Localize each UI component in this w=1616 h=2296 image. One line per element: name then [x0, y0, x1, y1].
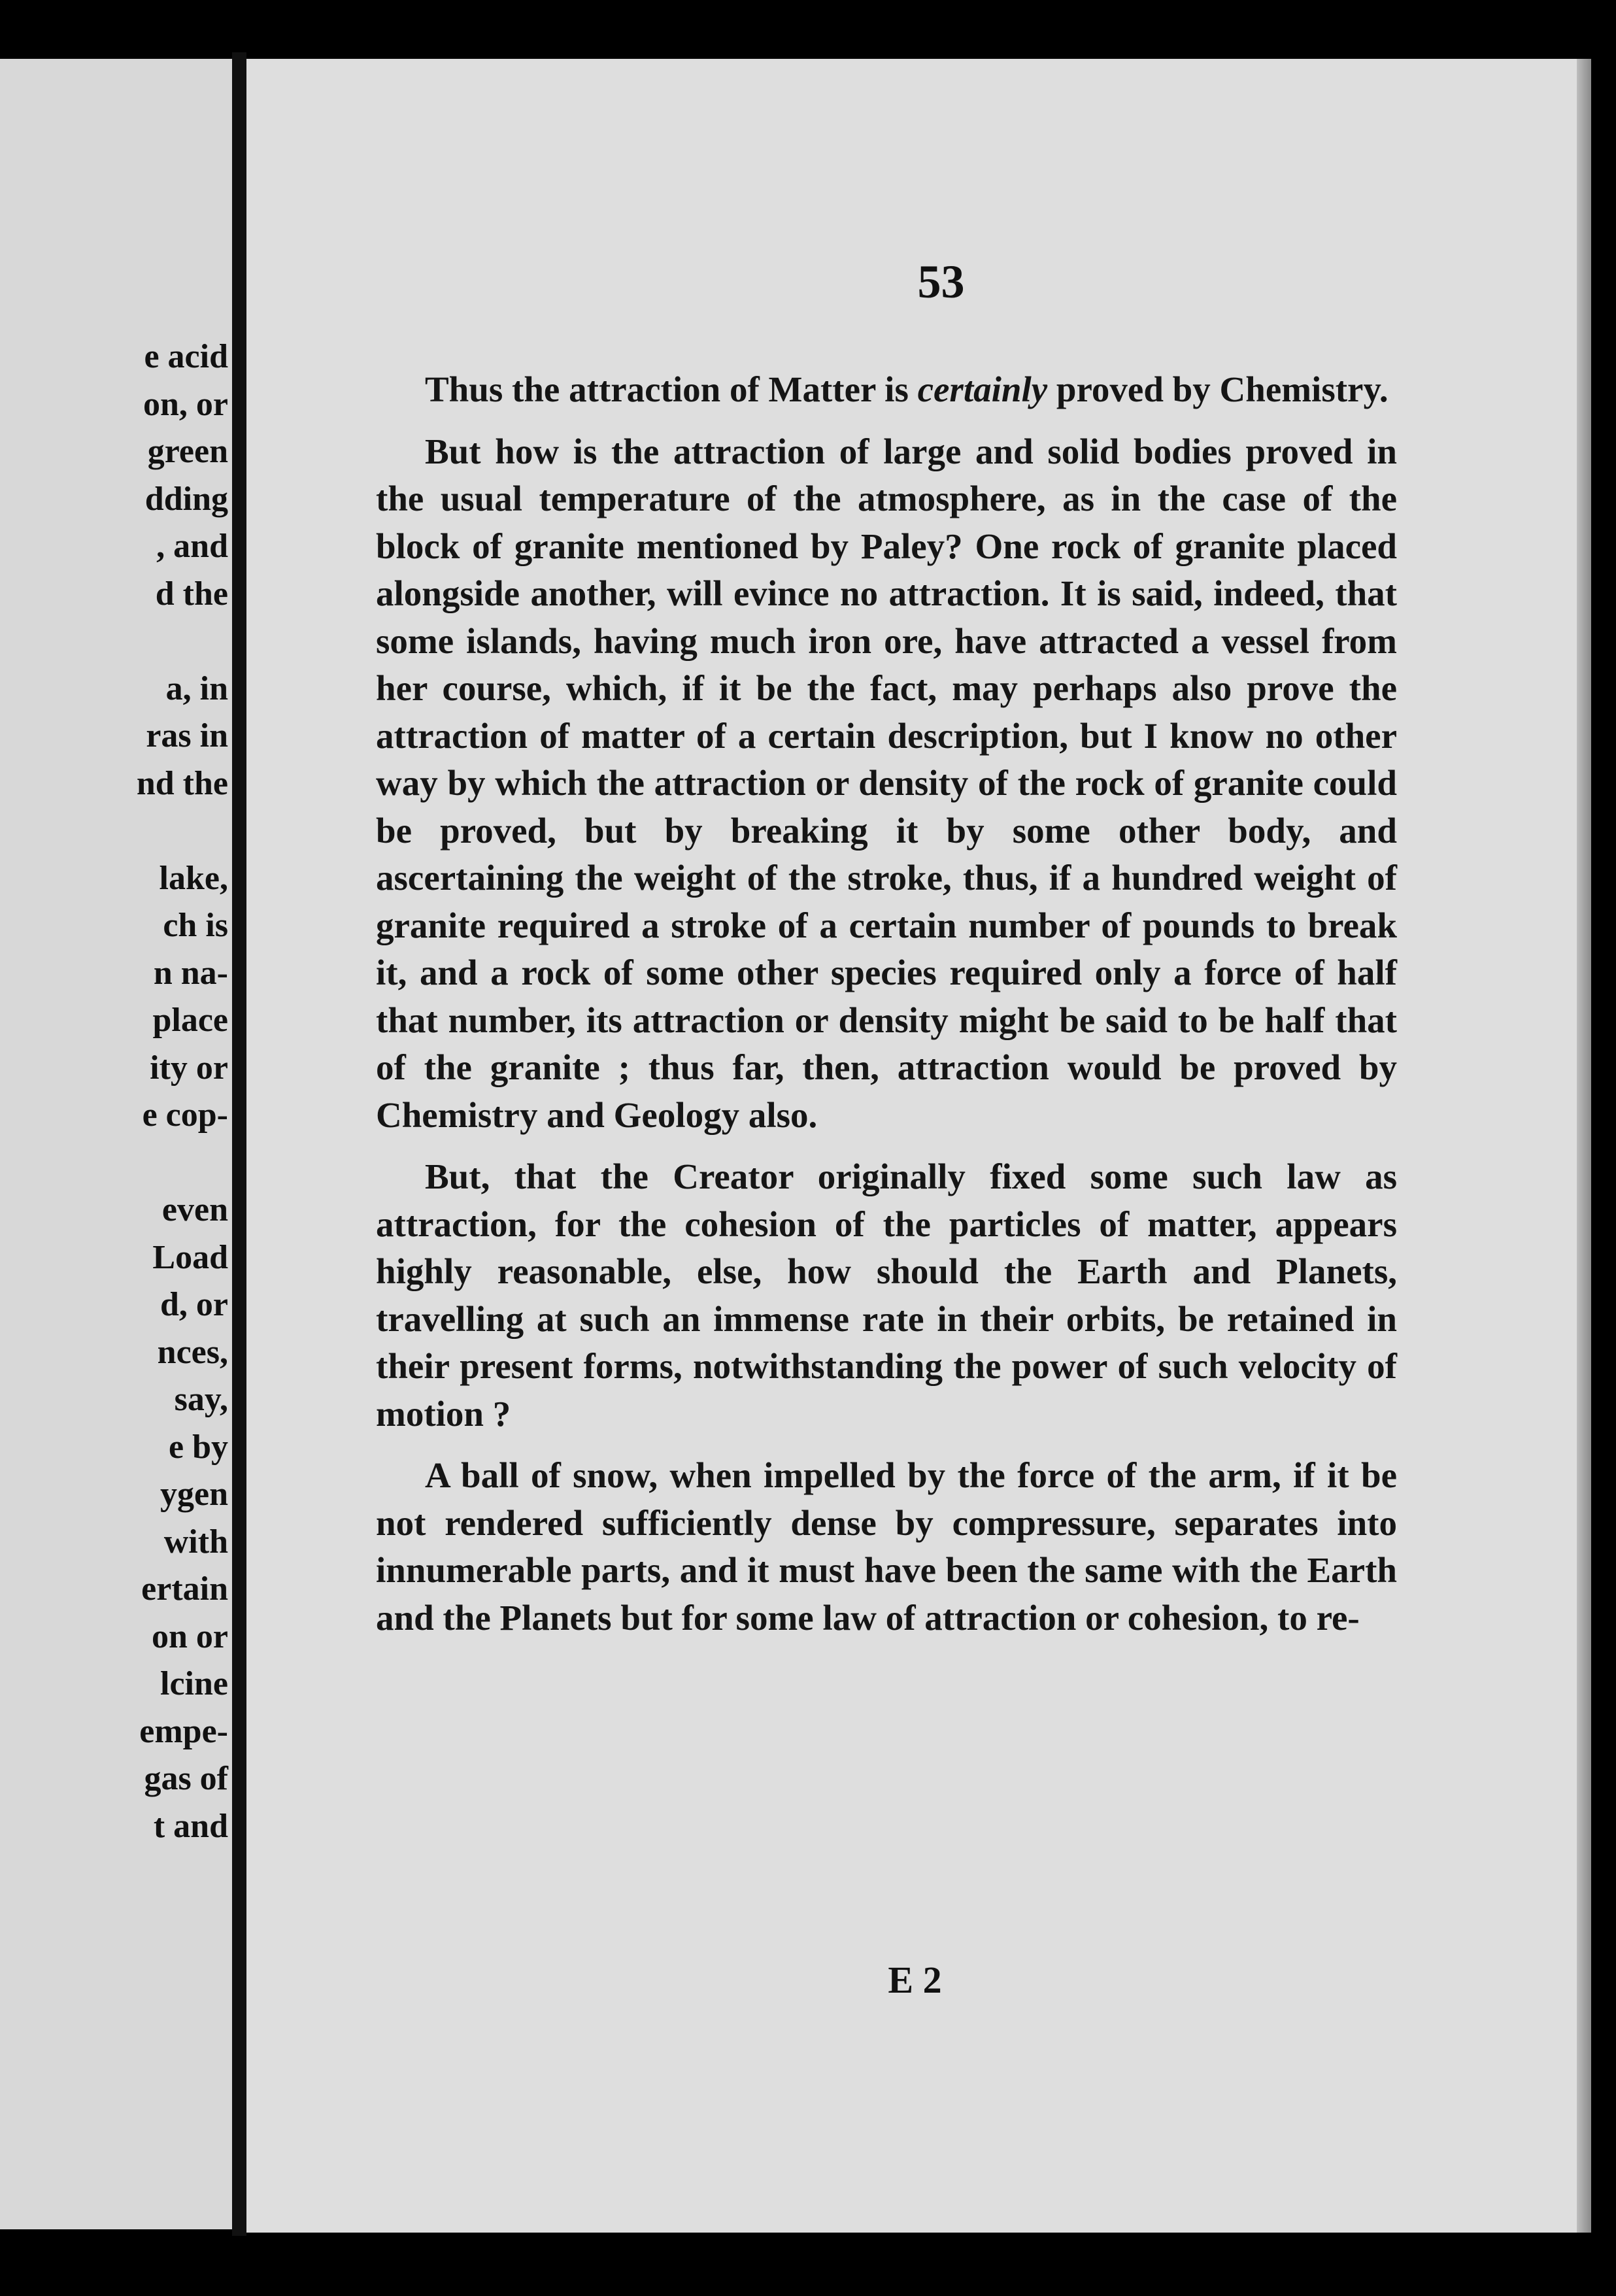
- left-fragment-line: lcine: [160, 1665, 228, 1702]
- paragraph-3: But, that the Creator originally fixed some such law as attraction, for the cohesion of the particles of matter, appears highly reasonable, else, how should the Earth and Planets, travelling at such an immense rate in their orbits, be retained in their present forms, notwithstanding the power of such velocity of motion ?: [376, 1156, 1397, 1434]
- left-fragment-line: say,: [174, 1381, 228, 1418]
- left-fragment-line: empe-: [139, 1712, 228, 1750]
- left-fragment-line: on, or: [143, 385, 228, 423]
- left-fragment-line: e cop-: [142, 1096, 228, 1134]
- left-fragment-line: Load: [152, 1238, 228, 1276]
- left-page-text-fragments: [0, 333, 228, 1850]
- paragraph-1: Thus the attraction of Matter is certainly proved by Chemistry.: [425, 369, 1389, 409]
- left-fragment-line: [0, 618, 228, 666]
- left-fragment-line: e by: [169, 1428, 228, 1466]
- book-gutter: [232, 52, 246, 2236]
- emphasis-certainly: certainly: [917, 369, 1048, 409]
- left-fragment-line: e acid: [144, 338, 228, 375]
- left-fragment-line: d, or: [160, 1286, 228, 1323]
- left-fragment-line: a, in: [165, 669, 228, 707]
- left-fragment-line: , and: [156, 528, 228, 565]
- left-fragment-line: gas of: [144, 1760, 228, 1797]
- paragraph-2: But how is the attraction of large and solid bodies proved in the usual temperature of the atmosphere, as in the case of the block of granite mentioned by Paley? One rock of granite placed alongside another, will evince no attraction. It is said, indeed, that some islands, having much iron ore, have attracted a vessel from her course, which, if it be the fact, may perhaps also prove the attraction of matter of a certain description, but I know no other way by which the attraction or density of the rock of granite could be proved, but by breaking it by some other body, and ascertaining the weight of the stroke, thus, if a hundred weight of granite required a stroke of a certain number of pounds to break it, and a rock of some other species required only a force of half that number, its attraction or density might be said to be half that of the granite ; thus far, then, attraction would be proved by Chemistry and Geology also.: [376, 431, 1397, 1135]
- left-fragment-line: t and: [153, 1807, 228, 1845]
- left-fragment-line: [0, 807, 228, 855]
- left-fragment-line: ras in: [146, 717, 228, 754]
- left-fragment-line: n na-: [153, 954, 228, 992]
- paragraph-4: A ball of snow, when impelled by the force of the arm, if it be not rendered sufficiently dense by compressure, separates into innumerable parts, and it must have been the same with the Earth and the Planets but for some law of attraction or cohesion, to re-: [376, 1455, 1397, 1638]
- body-text: [376, 366, 1397, 1642]
- left-fragment-line: even: [161, 1191, 228, 1228]
- left-fragment-line: lake,: [159, 859, 228, 897]
- page-number: 53: [917, 256, 965, 308]
- left-fragment-line: on or: [152, 1617, 228, 1655]
- left-fragment-line: ity or: [150, 1049, 228, 1087]
- main-page: [246, 59, 1577, 2233]
- left-fragment-line: ch is: [163, 907, 228, 944]
- left-facing-page: [0, 59, 232, 2229]
- left-fragment-line: [0, 1140, 228, 1187]
- left-fragment-line: place: [152, 1002, 228, 1039]
- left-fragment-line: nd the: [136, 764, 228, 802]
- left-fragment-line: ertain: [141, 1570, 228, 1608]
- left-fragment-line: with: [163, 1523, 228, 1561]
- page-edge-shadow: [1577, 59, 1591, 2233]
- left-fragment-line: green: [147, 433, 228, 470]
- signature-mark: E 2: [888, 1959, 942, 2001]
- left-fragment-line: dding: [144, 480, 228, 518]
- left-fragment-line: ygen: [160, 1476, 228, 1513]
- left-fragment-line: nces,: [157, 1333, 228, 1371]
- left-fragment-line: d the: [155, 575, 228, 613]
